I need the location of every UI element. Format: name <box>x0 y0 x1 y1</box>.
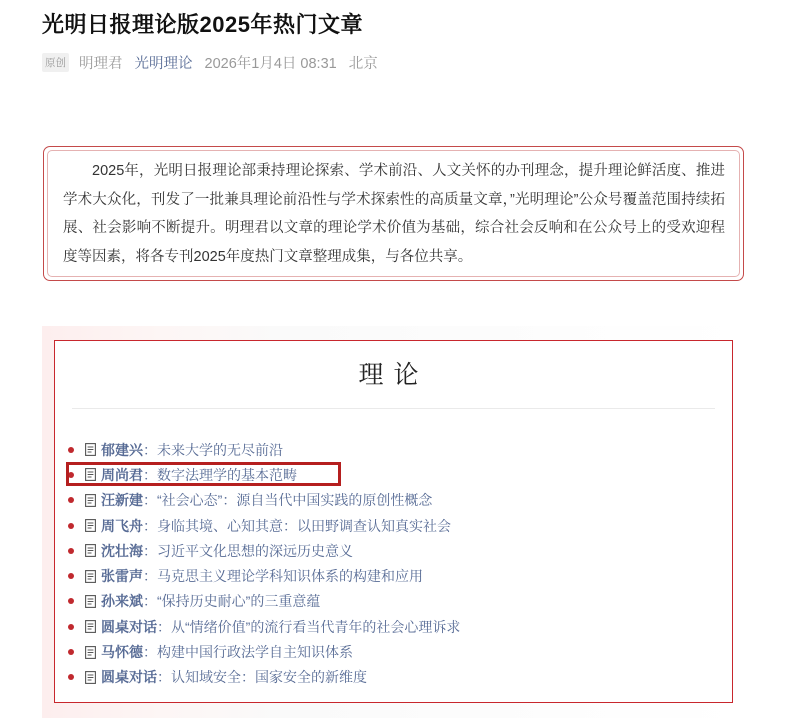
intro-inner-frame <box>47 150 740 277</box>
document-icon <box>85 494 96 507</box>
article-title: 光明日报理论版2025年热门文章 <box>42 12 363 37</box>
article-list-item[interactable] <box>65 665 460 690</box>
document-icon <box>85 646 96 659</box>
item-author[interactable]: 郁建兴 <box>101 441 143 458</box>
document-icon <box>85 468 96 481</box>
item-author[interactable]: 周尚君 <box>101 466 143 483</box>
original-badge: 原创 <box>42 53 69 72</box>
item-separator: ： <box>157 618 171 635</box>
article-list-item[interactable] <box>65 437 460 462</box>
publish-time: 2026年1月4日 08:31 <box>204 56 337 72</box>
item-title[interactable]: 构建中国行政法学自主知识体系 <box>157 644 353 661</box>
bullet-dot <box>68 548 74 554</box>
article-list-item[interactable] <box>65 513 460 538</box>
article-list-item[interactable] <box>65 589 460 614</box>
item-title[interactable]: “保持历史耐心”的三重意蕴 <box>157 593 321 610</box>
item-separator: ： <box>143 492 157 509</box>
item-separator: ： <box>143 517 157 534</box>
bullet-dot <box>68 674 74 680</box>
item-author[interactable]: 周飞舟 <box>101 517 143 534</box>
article-list-item[interactable] <box>65 488 460 513</box>
bullet-dot <box>68 624 74 630</box>
article-list-item[interactable] <box>65 614 460 639</box>
item-title[interactable]: 数字法理学的基本范畴 <box>157 466 297 483</box>
item-author[interactable]: 沈壮海 <box>101 542 143 559</box>
bullet-dot <box>68 573 74 579</box>
item-author[interactable]: 马怀德 <box>101 644 143 661</box>
item-title[interactable]: 未来大学的无尽前沿 <box>157 441 283 458</box>
item-title[interactable]: 马克思主义理论学科知识体系的构建和应用 <box>157 568 423 585</box>
item-separator: ： <box>143 593 157 610</box>
account-link[interactable]: 光明理论 <box>134 56 193 72</box>
bullet-dot <box>68 447 74 453</box>
article-list-item-highlighted[interactable] <box>65 462 460 487</box>
document-icon <box>85 671 96 684</box>
item-separator: ： <box>157 669 171 686</box>
document-icon <box>85 620 96 633</box>
bullet-dot <box>68 598 74 604</box>
document-icon <box>85 519 96 532</box>
publish-location: 北京 <box>348 56 378 72</box>
article-list-item[interactable] <box>65 538 460 563</box>
item-author[interactable]: 圆桌对话 <box>101 669 157 686</box>
article-list-item[interactable] <box>65 563 460 588</box>
item-author[interactable]: 圆桌对话 <box>101 618 157 635</box>
item-separator: ： <box>143 568 157 585</box>
document-icon <box>85 443 96 456</box>
intro-paragraph: 2025年，光明日报理论部秉持理论探索、学术前沿、人文关怀的办刊理念，提升理论鲜活度、推进学术大众化，刊发了一批兼具理论前沿性与学术探索性的高质量文章，”光明理论”公众号覆盖范围持续拓展、社会影响不断提升。明理君以文章的理论学术价值为基础，综合社会反响和在公众号上的受欢迎程度等因素，将各专刊2025年度热门文章整理成集，与各位共享。 <box>63 163 725 265</box>
item-separator: ： <box>143 466 157 483</box>
item-title[interactable]: 身临其境、心知其意：以田野调查认知真实社会 <box>157 517 451 534</box>
item-separator: ： <box>143 644 157 661</box>
item-title[interactable]: “社会心态”：源自当代中国实践的原创性概念 <box>157 492 433 509</box>
bullet-dot <box>68 472 74 478</box>
document-icon <box>85 544 96 557</box>
item-title[interactable]: 从“情绪价值”的流行看当代青年的社会心理诉求 <box>171 618 461 635</box>
item-author[interactable]: 张雷声 <box>101 568 143 585</box>
bullet-dot <box>68 649 74 655</box>
item-separator: ： <box>143 441 157 458</box>
theory-panel <box>54 340 733 703</box>
article-meta <box>42 52 378 73</box>
author-name: 明理君 <box>79 56 123 72</box>
intro-box <box>43 146 744 281</box>
item-title[interactable]: 认知域安全：国家安全的新维度 <box>171 669 367 686</box>
document-icon <box>85 595 96 608</box>
article-list <box>65 437 460 690</box>
document-icon <box>85 570 96 583</box>
theory-section <box>42 326 745 718</box>
item-title[interactable]: 习近平文化思想的深远历史意义 <box>157 542 353 559</box>
item-author[interactable]: 汪新建 <box>101 492 143 509</box>
article-list-item[interactable] <box>65 639 460 664</box>
item-author[interactable]: 孙来斌 <box>101 593 143 610</box>
item-separator: ： <box>143 542 157 559</box>
bullet-dot <box>68 497 74 503</box>
section-heading: 理论 <box>358 360 429 389</box>
bullet-dot <box>68 523 74 529</box>
heading-divider <box>72 408 715 409</box>
